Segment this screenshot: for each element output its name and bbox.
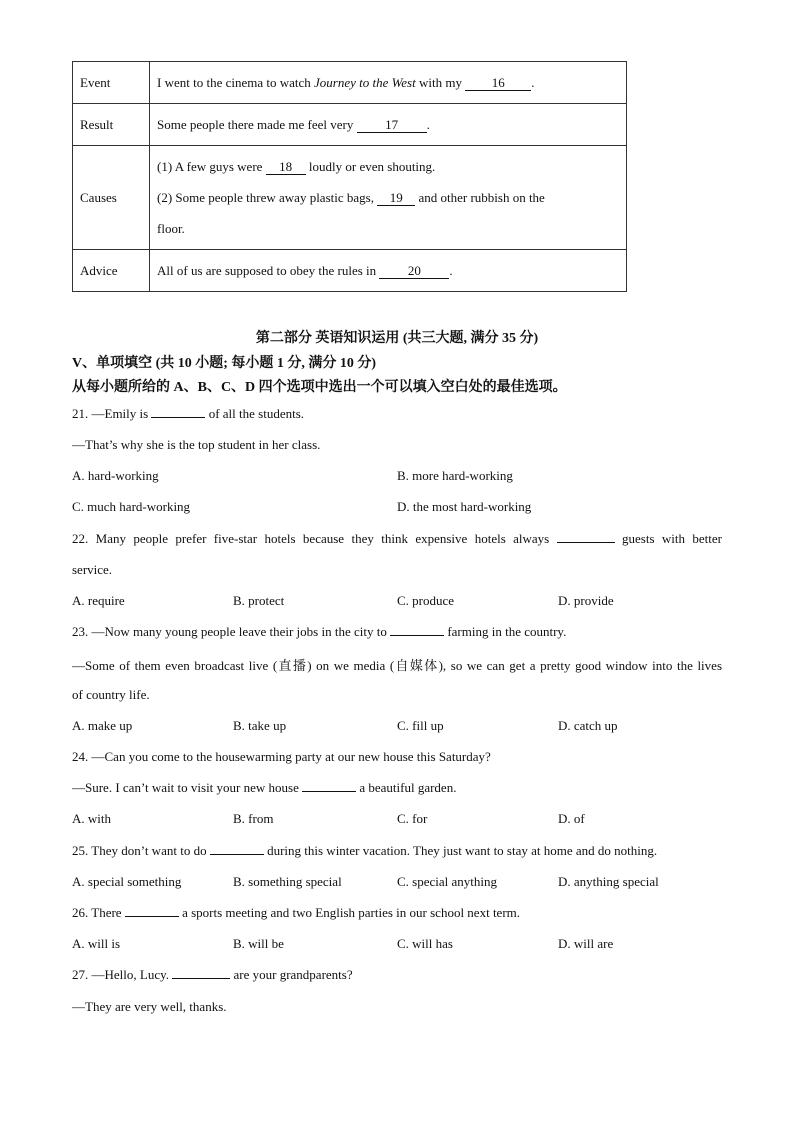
text: 23. —Now many young people leave their jobs in the city to bbox=[72, 624, 391, 639]
option-b[interactable]: B. protect bbox=[233, 593, 285, 608]
text: . bbox=[426, 116, 430, 132]
option-b[interactable]: B. will be bbox=[233, 936, 284, 951]
text: loudly or even shouting. bbox=[305, 159, 436, 174]
text: during this winter vacation. They just want to stay at home and do nothing. bbox=[263, 843, 658, 858]
text: of all the students. bbox=[205, 406, 305, 421]
row-value bbox=[150, 250, 627, 292]
option-d[interactable]: D. catch up bbox=[558, 718, 618, 733]
text: are your grandparents? bbox=[230, 967, 353, 982]
option-c[interactable]: C. for bbox=[397, 811, 428, 826]
text: I went to the cinema to watch bbox=[157, 74, 315, 90]
row-key: Advice bbox=[73, 250, 150, 292]
answer-blank bbox=[125, 905, 179, 917]
text: a sports meeting and two English parties in our school next term. bbox=[178, 905, 521, 920]
option-b[interactable]: B. more hard-working bbox=[397, 468, 513, 483]
row-value bbox=[150, 104, 627, 146]
table-row bbox=[73, 62, 627, 104]
question-21-reply: —That’s why she is the top student in her class. bbox=[72, 437, 321, 452]
option-d[interactable]: D. anything special bbox=[558, 874, 659, 889]
option-a[interactable]: A. hard-working bbox=[72, 468, 159, 483]
blank-16: 16 bbox=[465, 76, 531, 91]
answer-blank bbox=[390, 624, 444, 636]
text: (2) Some people threw away plastic bags, bbox=[157, 190, 378, 205]
table-row bbox=[73, 104, 627, 146]
question-23 bbox=[72, 624, 566, 640]
part-title: 第二部分 英语知识运用 (共三大题, 满分 35 分) bbox=[255, 331, 539, 346]
row-key: Causes bbox=[73, 146, 150, 250]
option-d[interactable]: D. of bbox=[558, 811, 585, 826]
question-22 bbox=[72, 531, 722, 547]
answer-blank bbox=[557, 531, 615, 543]
question-25 bbox=[72, 843, 657, 859]
blank-17: 17 bbox=[357, 118, 427, 133]
row-value bbox=[150, 146, 627, 250]
text: 25. They don’t want to do bbox=[72, 843, 210, 858]
question-27 bbox=[72, 967, 353, 983]
instruction: 从每小题所给的 A、B、C、D 四个选项中选出一个可以填入空白处的最佳选项。 bbox=[72, 380, 567, 395]
row-key: Result bbox=[73, 104, 150, 146]
table-row bbox=[73, 250, 627, 292]
row-key: Event bbox=[73, 62, 150, 104]
question-27-reply: —They are very well, thanks. bbox=[72, 999, 227, 1014]
option-c[interactable]: C. produce bbox=[397, 593, 455, 608]
table-row bbox=[73, 146, 627, 250]
blank-20: 20 bbox=[379, 264, 449, 279]
option-c[interactable]: C. special anything bbox=[397, 874, 498, 889]
blank-18: 18 bbox=[266, 160, 306, 175]
cause-2-cont: floor. bbox=[157, 221, 185, 236]
answer-blank bbox=[151, 406, 205, 418]
text: 27. —Hello, Lucy. bbox=[72, 967, 173, 982]
option-c[interactable]: C. fill up bbox=[397, 718, 444, 733]
option-d[interactable]: D. will are bbox=[558, 936, 614, 951]
text: guests with better bbox=[614, 531, 722, 546]
text: with my bbox=[415, 74, 466, 90]
film-title: Journey to the West bbox=[314, 74, 416, 90]
option-a[interactable]: A. with bbox=[72, 811, 111, 826]
blank-19: 19 bbox=[377, 191, 415, 206]
text: (1) A few guys were bbox=[157, 159, 266, 174]
text: —Sure. I can’t wait to visit your new house bbox=[72, 780, 303, 795]
text: 26. There bbox=[72, 905, 125, 920]
text: 22. Many people prefer five-star hotels because they think expensive hotels always bbox=[72, 531, 557, 546]
option-d[interactable]: D. provide bbox=[558, 593, 614, 608]
option-c[interactable]: C. much hard-working bbox=[72, 499, 191, 514]
question-23-cont: of country life. bbox=[72, 687, 150, 702]
option-b[interactable]: B. from bbox=[233, 811, 274, 826]
text: a beautiful garden. bbox=[356, 780, 457, 795]
row-value bbox=[150, 62, 627, 104]
option-a[interactable]: A. require bbox=[72, 593, 125, 608]
text: . bbox=[531, 74, 535, 90]
text: 21. —Emily is bbox=[72, 406, 152, 421]
text: and other rubbish on the bbox=[415, 190, 545, 205]
answer-blank bbox=[210, 843, 264, 855]
option-b[interactable]: B. something special bbox=[233, 874, 342, 889]
question-21 bbox=[72, 406, 304, 422]
text: Some people there made me feel very bbox=[157, 116, 357, 132]
text: All of us are supposed to obey the rules in bbox=[157, 262, 380, 278]
question-24: 24. —Can you come to the housewarming party at our new house this Saturday? bbox=[72, 749, 491, 764]
info-table bbox=[72, 61, 627, 292]
option-b[interactable]: B. take up bbox=[233, 718, 287, 733]
question-26 bbox=[72, 905, 520, 921]
question-23-reply: —Some of them even broadcast live (直播) on we media (自媒体), so we can get a pretty good window into the lives bbox=[72, 658, 722, 673]
question-24-reply bbox=[72, 780, 456, 796]
cause-2 bbox=[157, 182, 619, 213]
text: . bbox=[449, 262, 453, 278]
question-22-cont: service. bbox=[72, 562, 113, 577]
section-title: V、单项填空 (共 10 小题; 每小题 1 分, 满分 10 分) bbox=[72, 356, 377, 371]
option-a[interactable]: A. special something bbox=[72, 874, 182, 889]
option-a[interactable]: A. will is bbox=[72, 936, 121, 951]
answer-blank bbox=[172, 967, 230, 979]
option-c[interactable]: C. will has bbox=[397, 936, 453, 951]
option-a[interactable]: A. make up bbox=[72, 718, 133, 733]
text: farming in the country. bbox=[444, 624, 567, 639]
answer-blank bbox=[302, 780, 356, 792]
option-d[interactable]: D. the most hard-working bbox=[397, 499, 532, 514]
cause-1 bbox=[157, 151, 619, 182]
